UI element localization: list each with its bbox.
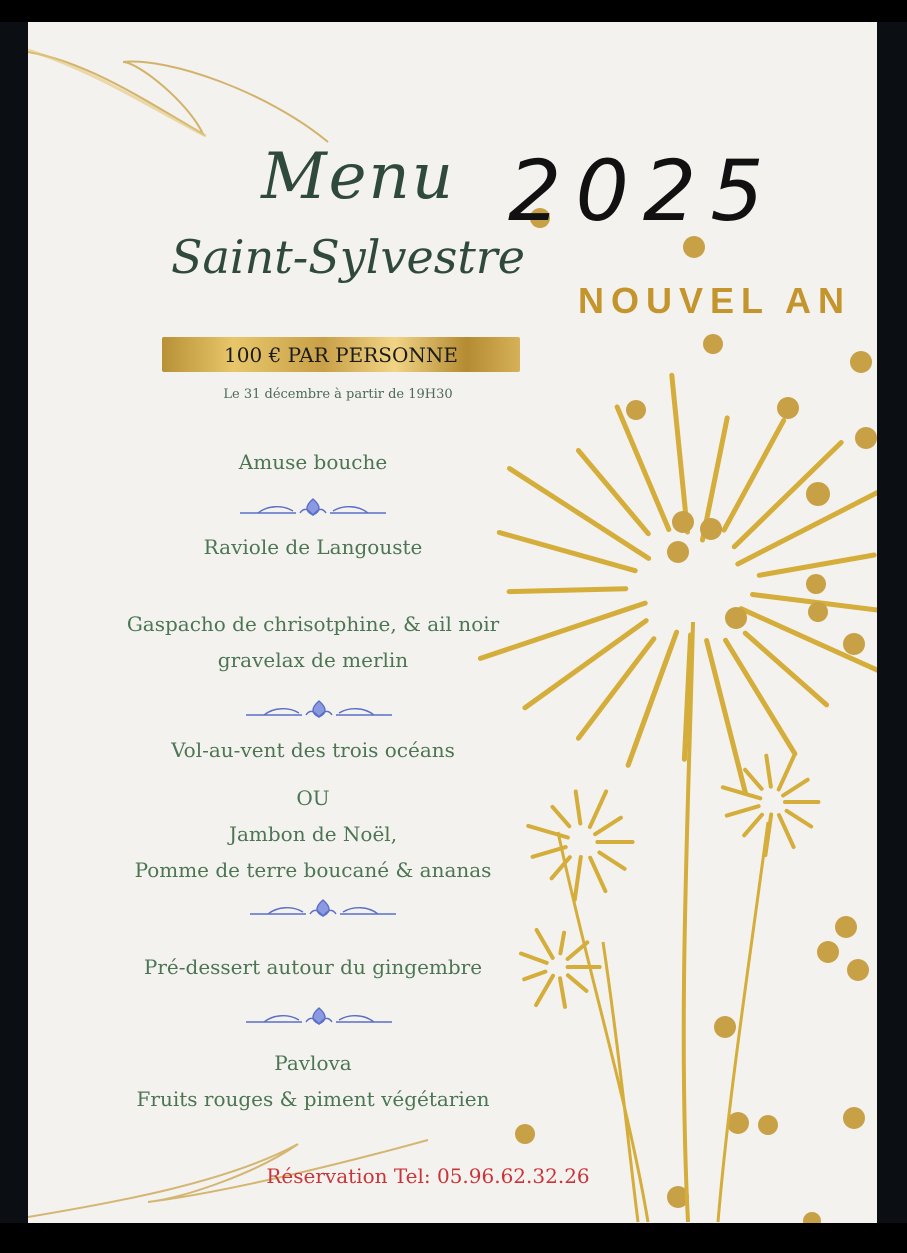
course-predessert: Pré-dessert autour du gingembre: [143, 955, 483, 979]
ornament-divider: [248, 898, 398, 920]
event-date: Le 31 décembre à partir de 19H30: [223, 387, 453, 402]
course-amuse: Amuse bouche: [238, 450, 388, 474]
ornament-divider: [244, 1006, 394, 1028]
course-fruits: Fruits rouges & piment végétarien: [136, 1087, 490, 1111]
ornament-divider: [238, 497, 388, 519]
event-title: Saint-Sylvestre: [170, 230, 526, 284]
price-banner: [162, 337, 520, 372]
course-or: OU: [296, 786, 330, 810]
course-pomme: Pomme de terre boucané & ananas: [134, 858, 492, 882]
reservation-phone: Réservation Tel: 05.96.62.32.26: [266, 1164, 590, 1188]
year-title: 2025: [508, 142, 778, 240]
course-volauvent: Vol-au-vent des trois océans: [171, 738, 455, 762]
top-border: [0, 0, 907, 22]
course-pavlova: Pavlova: [274, 1051, 352, 1075]
course-jambon: Jambon de Noël,: [228, 822, 398, 846]
course-gaspacho-2: gravelax de merlin: [217, 648, 409, 672]
menu-card: [28, 22, 877, 1223]
price-label: 100 € PAR PERSONNE: [224, 342, 458, 367]
bottom-border: [0, 1223, 907, 1253]
menu-title: Menu: [261, 140, 455, 214]
nouvel-an-title: NOUVEL AN: [578, 280, 852, 321]
ornament-divider: [244, 699, 394, 721]
course-raviole: Raviole de Langouste: [203, 535, 423, 559]
course-gaspacho-1: Gaspacho de chrisotphine, & ail noir: [126, 612, 500, 636]
